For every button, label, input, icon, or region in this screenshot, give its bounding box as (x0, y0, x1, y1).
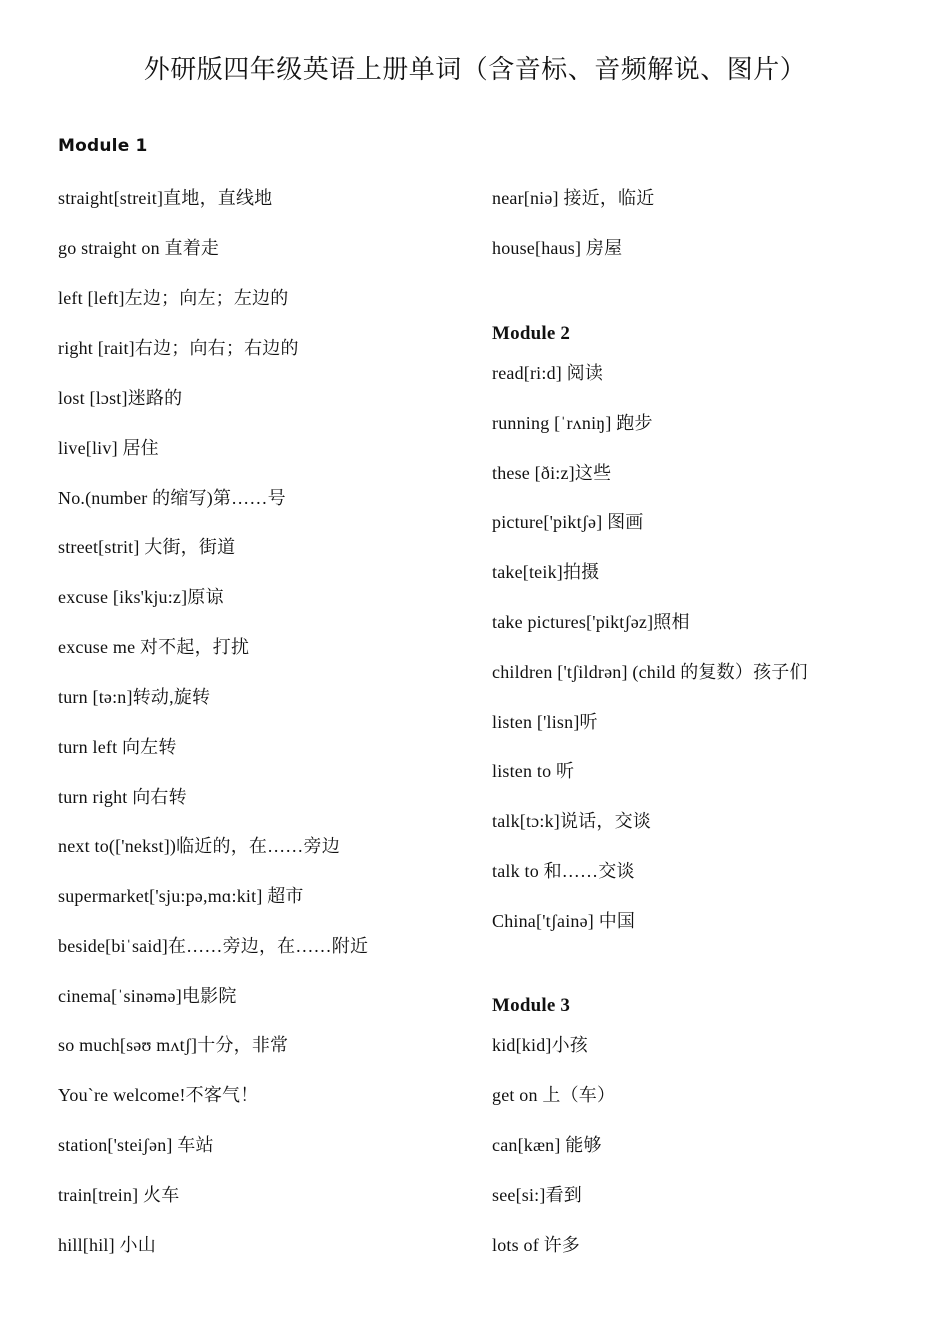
word-entry: these [ði:z]这些 (492, 463, 612, 483)
word-entry: right [rait]右边；向右；右边的 (58, 338, 299, 358)
word-entry: kid[kid]小孩 (492, 1035, 588, 1055)
word-entry: hill[hil] 小山 (58, 1235, 156, 1255)
module-1-heading: Module 1 (58, 136, 148, 156)
word-entry: can[kæn] 能够 (492, 1135, 602, 1155)
word-entry: live[liv] 居住 (58, 438, 159, 458)
module-2-heading: Module 2 (492, 323, 571, 344)
word-entry: cinema[ˈsinəmə]电影院 (58, 986, 237, 1006)
word-entry: lost [lɔst]迷路的 (58, 388, 183, 408)
word-entry: see[si:]看到 (492, 1185, 582, 1205)
word-entry: near[niə] 接近，临近 (492, 188, 655, 208)
word-entry: get on 上（车） (492, 1085, 616, 1105)
word-entry: supermarket['sju:pə,mɑ:kit] 超市 (58, 886, 304, 906)
word-entry: running [ˈrʌniŋ] 跑步 (492, 413, 653, 433)
word-entry: beside[biˈsaid]在……旁边，在……附近 (58, 936, 369, 956)
word-entry: read[ri:d] 阅读 (492, 363, 604, 383)
word-entry: station['steiʃən] 车站 (58, 1135, 214, 1155)
word-entry: talk to 和……交谈 (492, 861, 635, 881)
word-entry: excuse [iks'kju:z]原谅 (58, 587, 224, 607)
word-entry: excuse me 对不起，打扰 (58, 637, 250, 657)
word-entry: children ['tʃildrən] (child 的复数）孩子们 (492, 662, 808, 682)
word-entry: China['tʃainə] 中国 (492, 911, 636, 931)
word-entry: No.(number 的缩写)第……号 (58, 488, 286, 508)
word-entry: go straight on 直着走 (58, 238, 220, 258)
word-entry: talk[tɔ:k]说话，交谈 (492, 811, 651, 831)
word-entry: house[haus] 房屋 (492, 238, 623, 258)
page-title: 外研版四年级英语上册单词（含音标、音频解说、图片） (143, 55, 807, 85)
word-entry: listen to 听 (492, 761, 575, 781)
word-entry: turn left 向左转 (58, 737, 177, 757)
word-entry: left [left]左边；向左；左边的 (58, 288, 289, 308)
word-entry: turn [tə:n]转动,旋转 (58, 687, 211, 707)
word-entry: listen ['lisn]听 (492, 712, 598, 732)
word-entry: next to(['nekst])临近的，在……旁边 (58, 836, 340, 856)
word-entry: You`re welcome!不客气！ (58, 1085, 259, 1105)
word-entry: straight[streit]直地，直线地 (58, 188, 273, 208)
word-entry: lots of 许多 (492, 1235, 581, 1255)
word-entry: train[trein] 火车 (58, 1185, 180, 1205)
word-entry: turn right 向右转 (58, 787, 187, 807)
module-3-heading: Module 3 (492, 995, 571, 1016)
word-entry: picture['piktʃə] 图画 (492, 512, 644, 532)
word-entry: take pictures['piktʃəz]照相 (492, 612, 690, 632)
word-entry: street[strit] 大街，街道 (58, 537, 236, 557)
word-entry: so much[səʊ mʌtʃ]十分，非常 (58, 1035, 289, 1055)
word-entry: take[teik]拍摄 (492, 562, 600, 582)
